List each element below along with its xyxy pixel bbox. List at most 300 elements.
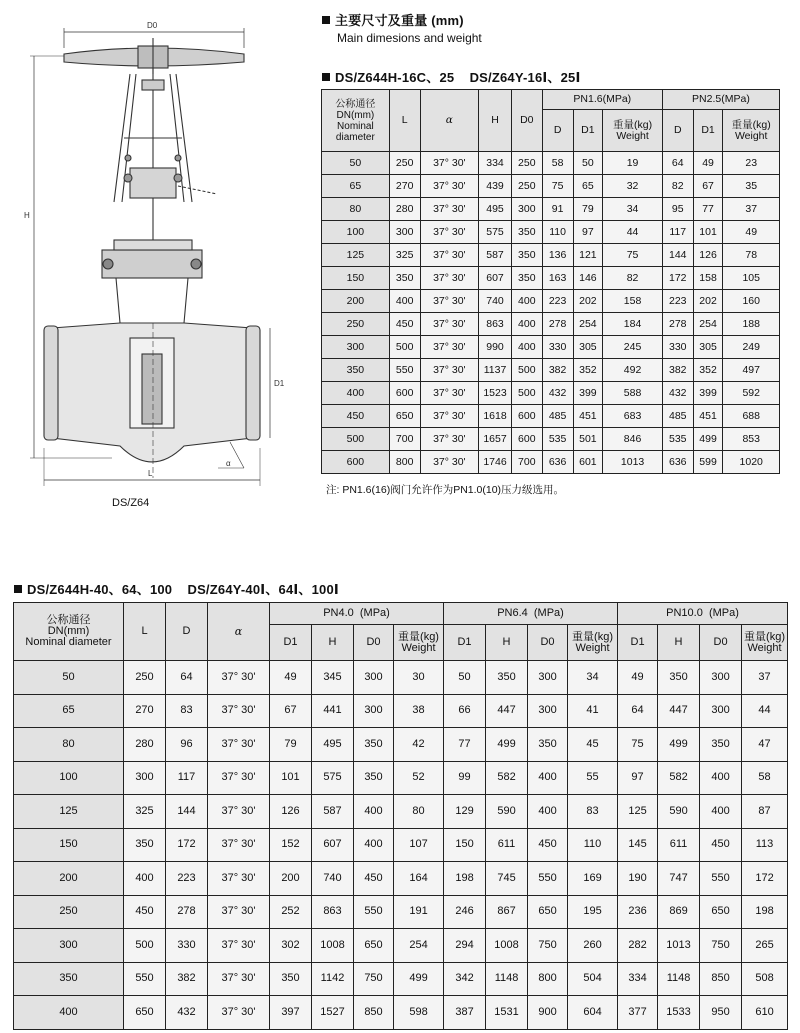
table-cell: 75	[618, 728, 658, 762]
d1-header: D1	[573, 110, 603, 152]
table-cell: 1746	[479, 451, 512, 474]
table-cell: 747	[658, 862, 700, 896]
table-cell: 495	[312, 728, 354, 762]
table-cell: 447	[486, 694, 528, 728]
table-cell: 485	[542, 405, 573, 428]
d0-header: D0	[700, 625, 742, 661]
d0-header: D0	[354, 625, 394, 661]
table-cell: 350	[270, 962, 312, 996]
h-header: H	[658, 625, 700, 661]
weight-header: 重量(kg) Weight	[603, 110, 663, 152]
table-cell: 78	[723, 244, 780, 267]
table-cell: 126	[693, 244, 723, 267]
table-cell: 300	[14, 929, 124, 963]
table-cell: 650	[700, 895, 742, 929]
table-cell: 67	[693, 175, 723, 198]
drawing-caption: DS/Z64	[112, 497, 150, 509]
table-cell: 599	[693, 451, 723, 474]
table-cell: 508	[742, 962, 788, 996]
table-cell: 19	[603, 152, 663, 175]
weight-header: 重量(kg) Weight	[568, 625, 618, 661]
table-cell: 37° 30'	[420, 244, 479, 267]
table-cell: 144	[166, 795, 208, 829]
table-cell: 1531	[486, 996, 528, 1030]
table-cell: 607	[479, 267, 512, 290]
table-cell: 345	[312, 661, 354, 695]
table-cell: 334	[479, 152, 512, 175]
table-cell: 252	[270, 895, 312, 929]
d-header: D	[662, 110, 693, 152]
table-cell: 80	[394, 795, 444, 829]
table-cell: 37° 30'	[420, 221, 479, 244]
table-cell: 325	[389, 244, 420, 267]
table-cell: 79	[573, 198, 603, 221]
table-cell: 80	[14, 728, 124, 762]
table-row	[322, 221, 780, 244]
table-row	[322, 405, 780, 428]
table-cell: 501	[573, 428, 603, 451]
table-cell: 294	[444, 929, 486, 963]
table-cell: 79	[270, 728, 312, 762]
table-cell: 352	[573, 359, 603, 382]
table-cell: 377	[618, 996, 658, 1030]
table-cell: 37° 30'	[208, 661, 270, 695]
pn25-header: PN2.5(MPa)	[662, 90, 779, 110]
table-cell: 37° 30'	[208, 996, 270, 1030]
table-cell: 500	[511, 359, 542, 382]
table-cell: 350	[389, 267, 420, 290]
alpha-label: α	[226, 459, 231, 468]
pn16-header: PN1.6(MPa)	[542, 90, 662, 110]
table-row	[322, 359, 780, 382]
table-cell: 500	[511, 382, 542, 405]
table-cell: 95	[662, 198, 693, 221]
table-cell: 83	[166, 694, 208, 728]
table-cell: 604	[568, 996, 618, 1030]
table-cell: 37° 30'	[208, 828, 270, 862]
table-cell: 450	[389, 313, 420, 336]
table-cell: 58	[542, 152, 573, 175]
table-cell: 432	[166, 996, 208, 1030]
table-cell: 113	[742, 828, 788, 862]
table-cell: 350	[354, 728, 394, 762]
table-cell: 144	[662, 244, 693, 267]
table-cell: 863	[479, 313, 512, 336]
table-cell: 280	[124, 728, 166, 762]
table-cell: 400	[322, 382, 390, 405]
square-bullet-icon	[322, 16, 330, 24]
table-cell: 450	[124, 895, 166, 929]
table-cell: 37° 30'	[208, 728, 270, 762]
table-cell: 846	[603, 428, 663, 451]
d1-header: D1	[618, 625, 658, 661]
table-cell: 400	[511, 290, 542, 313]
table-cell: 636	[662, 451, 693, 474]
table-cell: 265	[742, 929, 788, 963]
table-cell: 37° 30'	[420, 290, 479, 313]
table-cell: 100	[322, 221, 390, 244]
table1-note: 注: PN1.6(16)阀门允许作为PN1.0(10)压力级选用。	[326, 484, 565, 496]
table-cell: 550	[700, 862, 742, 896]
table-cell: 950	[700, 996, 742, 1030]
table-cell: 582	[486, 761, 528, 795]
table-cell: 172	[662, 267, 693, 290]
table-cell: 432	[662, 382, 693, 405]
d1-header: D1	[693, 110, 723, 152]
d1-label: D1	[274, 379, 285, 388]
table-cell: 600	[389, 382, 420, 405]
table-cell: 145	[618, 828, 658, 862]
table-cell: 600	[511, 428, 542, 451]
page-title	[322, 10, 464, 29]
table-row	[322, 244, 780, 267]
table-cell: 246	[444, 895, 486, 929]
table-cell: 447	[658, 694, 700, 728]
square-bullet-icon	[322, 73, 330, 81]
table-cell: 588	[603, 382, 663, 405]
table-cell: 236	[618, 895, 658, 929]
table-cell: 82	[603, 267, 663, 290]
table-cell: 152	[270, 828, 312, 862]
table-cell: 150	[322, 267, 390, 290]
table-cell: 37° 30'	[208, 895, 270, 929]
alpha-header: α	[420, 90, 479, 152]
table-cell: 740	[479, 290, 512, 313]
table-cell: 300	[528, 694, 568, 728]
table-cell: 499	[658, 728, 700, 762]
table-cell: 64	[662, 152, 693, 175]
table-cell: 117	[166, 761, 208, 795]
table-cell: 42	[394, 728, 444, 762]
table-cell: 223	[662, 290, 693, 313]
table-cell: 200	[270, 862, 312, 896]
table-cell: 96	[166, 728, 208, 762]
table-cell: 77	[444, 728, 486, 762]
d0-header: D0	[511, 90, 542, 152]
table-cell: 387	[444, 996, 486, 1030]
h-header: H	[479, 90, 512, 152]
table-cell: 34	[603, 198, 663, 221]
table-cell: 497	[723, 359, 780, 382]
table-cell: 500	[389, 336, 420, 359]
table-cell: 350	[486, 661, 528, 695]
table-cell: 254	[693, 313, 723, 336]
table-cell: 350	[124, 828, 166, 862]
table2-title	[14, 579, 339, 598]
dn-header: 公称通径 DN(mm) Nominal diameter	[322, 90, 390, 152]
table-cell: 65	[573, 175, 603, 198]
table-cell: 146	[573, 267, 603, 290]
table-cell: 23	[723, 152, 780, 175]
table-row	[14, 828, 788, 862]
table-cell: 330	[542, 336, 573, 359]
table-cell: 37° 30'	[208, 929, 270, 963]
table-cell: 1013	[658, 929, 700, 963]
table-cell: 34	[568, 661, 618, 695]
table-row	[322, 313, 780, 336]
d1-header: D1	[444, 625, 486, 661]
table-cell: 37° 30'	[420, 382, 479, 405]
table-cell: 44	[742, 694, 788, 728]
table-row	[322, 382, 780, 405]
table-cell: 278	[662, 313, 693, 336]
table-cell: 75	[542, 175, 573, 198]
table-cell: 110	[542, 221, 573, 244]
table1-title	[322, 67, 581, 86]
d0-header: D0	[528, 625, 568, 661]
table-cell: 399	[693, 382, 723, 405]
table-row	[14, 996, 788, 1030]
table-cell: 75	[603, 244, 663, 267]
table-cell: 245	[603, 336, 663, 359]
table-cell: 223	[542, 290, 573, 313]
table-row	[14, 661, 788, 695]
table-cell: 37° 30'	[208, 795, 270, 829]
table-cell: 169	[568, 862, 618, 896]
table-cell: 499	[486, 728, 528, 762]
table-cell: 278	[542, 313, 573, 336]
table-cell: 800	[389, 451, 420, 474]
table-cell: 590	[658, 795, 700, 829]
table-cell: 750	[528, 929, 568, 963]
table-cell: 300	[528, 661, 568, 695]
table-cell: 66	[444, 694, 486, 728]
pn40-header: PN4.0 (MPa)	[270, 603, 444, 625]
table-cell: 55	[568, 761, 618, 795]
table-cell: 1527	[312, 996, 354, 1030]
table-cell: 300	[511, 198, 542, 221]
table-cell: 37° 30'	[420, 405, 479, 428]
table-cell: 37	[742, 661, 788, 695]
table-cell: 160	[723, 290, 780, 313]
table-cell: 250	[124, 661, 166, 695]
table-cell: 37° 30'	[420, 198, 479, 221]
table-cell: 499	[394, 962, 444, 996]
table-cell: 400	[354, 828, 394, 862]
table-cell: 397	[270, 996, 312, 1030]
table-cell: 740	[312, 862, 354, 896]
table-cell: 330	[662, 336, 693, 359]
table-cell: 117	[662, 221, 693, 244]
table-cell: 439	[479, 175, 512, 198]
table-cell: 575	[479, 221, 512, 244]
table-cell: 350	[511, 244, 542, 267]
dn-header: 公称通径 DN(mm) Nominal diameter	[14, 603, 124, 661]
table-cell: 97	[573, 221, 603, 244]
table-cell: 37° 30'	[208, 694, 270, 728]
d-header: D	[166, 603, 208, 661]
table-cell: 550	[354, 895, 394, 929]
table-cell: 592	[723, 382, 780, 405]
table-cell: 158	[603, 290, 663, 313]
table-cell: 37° 30'	[208, 761, 270, 795]
table-cell: 499	[693, 428, 723, 451]
table-cell: 202	[573, 290, 603, 313]
table-cell: 745	[486, 862, 528, 896]
table-cell: 598	[394, 996, 444, 1030]
table-cell: 590	[486, 795, 528, 829]
table-cell: 50	[14, 661, 124, 695]
table-cell: 136	[542, 244, 573, 267]
table1	[321, 89, 780, 474]
table-cell: 535	[542, 428, 573, 451]
table-cell: 172	[166, 828, 208, 862]
table-cell: 77	[693, 198, 723, 221]
d1-header: D1	[270, 625, 312, 661]
l-header: L	[124, 603, 166, 661]
table-cell: 863	[312, 895, 354, 929]
table-cell: 30	[394, 661, 444, 695]
table-cell: 107	[394, 828, 444, 862]
table-cell: 37	[723, 198, 780, 221]
table-cell: 91	[542, 198, 573, 221]
table-cell: 607	[312, 828, 354, 862]
table-row	[322, 451, 780, 474]
table-cell: 350	[322, 359, 390, 382]
table-cell: 250	[511, 152, 542, 175]
table-row	[14, 862, 788, 896]
table-cell: 450	[700, 828, 742, 862]
table-cell: 300	[354, 694, 394, 728]
table-cell: 600	[511, 405, 542, 428]
table-cell: 190	[618, 862, 658, 896]
table-cell: 200	[322, 290, 390, 313]
table-cell: 350	[14, 962, 124, 996]
table-cell: 800	[528, 962, 568, 996]
table-cell: 688	[723, 405, 780, 428]
table-cell: 352	[693, 359, 723, 382]
table-cell: 278	[166, 895, 208, 929]
table-cell: 250	[511, 175, 542, 198]
table-cell: 900	[528, 996, 568, 1030]
table-cell: 49	[723, 221, 780, 244]
table-cell: 184	[603, 313, 663, 336]
table-cell: 100	[14, 761, 124, 795]
table-cell: 270	[124, 694, 166, 728]
table-cell: 611	[658, 828, 700, 862]
table-cell: 37° 30'	[420, 152, 479, 175]
table-cell: 80	[322, 198, 390, 221]
table-cell: 330	[166, 929, 208, 963]
table1-title-text: DS/Z644H-16C、25 DS/Z64Y-16Ⅰ、25Ⅰ	[335, 70, 581, 85]
table-row	[322, 290, 780, 313]
table-cell: 37° 30'	[420, 267, 479, 290]
table-cell: 305	[693, 336, 723, 359]
table-cell: 195	[568, 895, 618, 929]
table-cell: 1618	[479, 405, 512, 428]
page-subtitle: Main dimesions and weight	[337, 31, 482, 45]
table-cell: 37° 30'	[420, 336, 479, 359]
table-cell: 50	[573, 152, 603, 175]
d-header: D	[542, 110, 573, 152]
table-cell: 35	[723, 175, 780, 198]
table-cell: 300	[354, 661, 394, 695]
table2-title-text: DS/Z644H-40、64、100 DS/Z64Y-40Ⅰ、64Ⅰ、100Ⅰ	[27, 582, 339, 597]
table-row	[322, 152, 780, 175]
table-cell: 41	[568, 694, 618, 728]
table-cell: 50	[322, 152, 390, 175]
table-cell: 49	[618, 661, 658, 695]
table-cell: 105	[723, 267, 780, 290]
table-cell: 400	[14, 996, 124, 1030]
table-cell: 249	[723, 336, 780, 359]
table-cell: 129	[444, 795, 486, 829]
table-cell: 400	[528, 761, 568, 795]
table-cell: 342	[444, 962, 486, 996]
table-cell: 1137	[479, 359, 512, 382]
table-cell: 58	[742, 761, 788, 795]
table-cell: 325	[124, 795, 166, 829]
table-row	[14, 694, 788, 728]
table-cell: 450	[354, 862, 394, 896]
square-bullet-icon	[14, 585, 22, 593]
table-row	[322, 428, 780, 451]
table-cell: 400	[389, 290, 420, 313]
table-cell: 1008	[486, 929, 528, 963]
table-cell: 850	[354, 996, 394, 1030]
table-cell: 97	[618, 761, 658, 795]
table-cell: 550	[528, 862, 568, 896]
table-cell: 350	[658, 661, 700, 695]
table1-body	[322, 152, 780, 474]
pn100-header: PN10.0 (MPa)	[618, 603, 788, 625]
table-cell: 270	[389, 175, 420, 198]
table2-body	[14, 661, 788, 1030]
table-cell: 110	[568, 828, 618, 862]
table-cell: 400	[354, 795, 394, 829]
table-cell: 254	[394, 929, 444, 963]
table-cell: 202	[693, 290, 723, 313]
table-cell: 250	[389, 152, 420, 175]
table-cell: 495	[479, 198, 512, 221]
valve-drawing	[12, 18, 307, 493]
table-row	[14, 962, 788, 996]
table-cell: 451	[693, 405, 723, 428]
table-cell: 37° 30'	[208, 962, 270, 996]
table-cell: 601	[573, 451, 603, 474]
h-header: H	[312, 625, 354, 661]
table-cell: 300	[124, 761, 166, 795]
table-cell: 37° 30'	[420, 428, 479, 451]
table-cell: 121	[573, 244, 603, 267]
table-cell: 282	[618, 929, 658, 963]
table-cell: 49	[270, 661, 312, 695]
table-cell: 382	[662, 359, 693, 382]
table-cell: 400	[700, 761, 742, 795]
table-cell: 350	[528, 728, 568, 762]
table-cell: 172	[742, 862, 788, 896]
table-cell: 636	[542, 451, 573, 474]
table-cell: 650	[528, 895, 568, 929]
table-cell: 350	[511, 221, 542, 244]
table-cell: 382	[166, 962, 208, 996]
weight-header: 重量(kg) Weight	[723, 110, 780, 152]
table-cell: 302	[270, 929, 312, 963]
table-cell: 492	[603, 359, 663, 382]
table-cell: 65	[322, 175, 390, 198]
table-row	[322, 175, 780, 198]
table-cell: 99	[444, 761, 486, 795]
table-cell: 64	[618, 694, 658, 728]
table-cell: 1148	[486, 962, 528, 996]
table-cell: 853	[723, 428, 780, 451]
table-cell: 101	[270, 761, 312, 795]
table-cell: 1523	[479, 382, 512, 405]
table-cell: 587	[479, 244, 512, 267]
table-cell: 37° 30'	[420, 359, 479, 382]
table-cell: 700	[389, 428, 420, 451]
table-cell: 334	[618, 962, 658, 996]
